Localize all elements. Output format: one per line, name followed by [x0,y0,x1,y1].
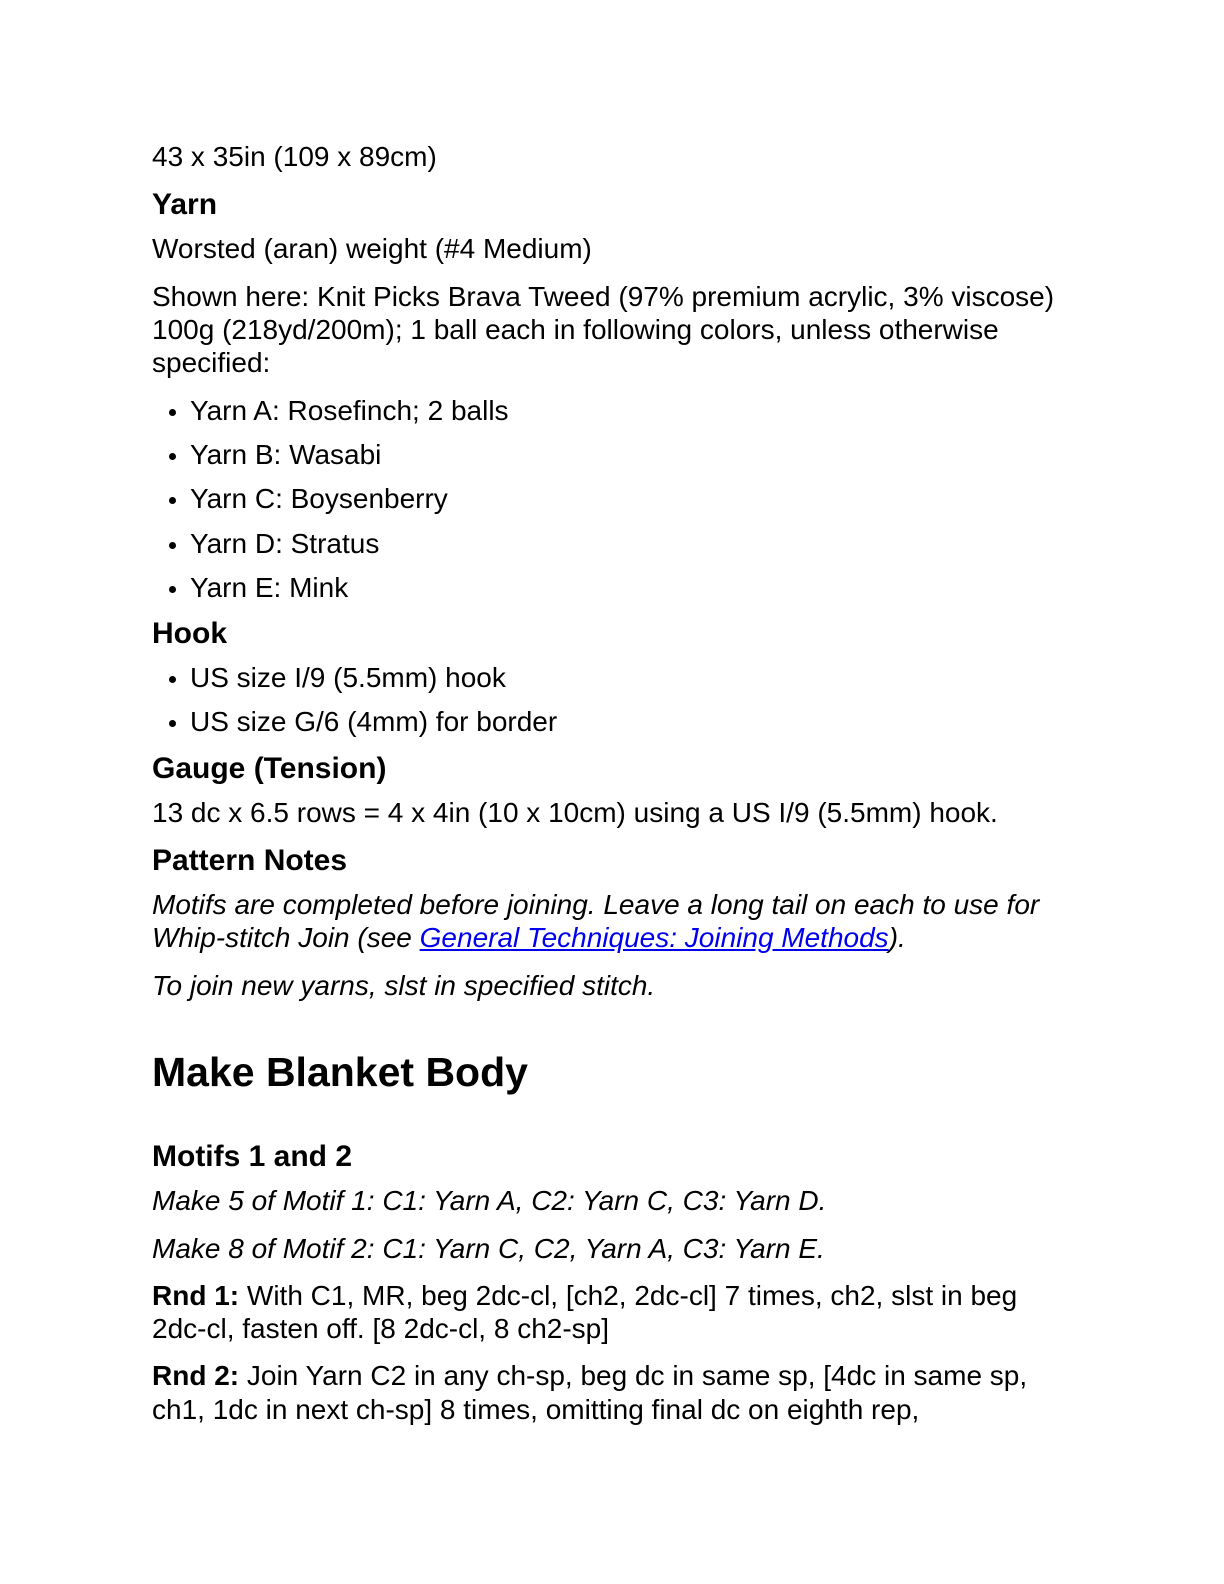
make-motif1-instruction: Make 5 of Motif 1: C1: Yarn A, C2: Yarn C, C3: Yarn D. [152,1185,827,1217]
pattern-note-1 [152,888,1072,955]
pattern-note-1-text-before: Motifs are completed before joining. Leave a long tail on each to use for Whip-stitch Join (see [152,889,1040,954]
hook-item-main: • US size I/9 (5.5mm) hook [190,661,1072,694]
round-2-text: Join Yarn C2 in any ch-sp, beg dc in same sp, [4dc in same sp, ch1, 1dc in next ch-sp] 8 times, omitting final dc on eighth rep, [152,1360,1028,1425]
hook-item-border: • US size G/6 (4mm) for border [190,705,1072,738]
hook-heading: Hook [152,617,227,651]
pattern-notes-heading: Pattern Notes [152,844,348,878]
round-1-label: Rnd 1: [152,1279,240,1311]
make-motif2-instruction: Make 8 of Motif 2: C1: Yarn C, C2, Yarn A, C3: Yarn E. [152,1232,825,1264]
hook-list [152,661,1072,739]
yarn-color-list [152,394,1072,605]
motifs-heading: Motifs 1 and 2 [152,1140,353,1174]
round-2-instruction [152,1359,1072,1426]
round-1-text: With C1, MR, beg 2dc-cl, [ch2, 2dc-cl] 7 times, ch2, slst in beg 2dc-cl, fasten off. [8 2dc-cl, 8 ch2-sp] [152,1279,1018,1345]
round-1-instruction [152,1279,1072,1346]
yarn-color-item-a: • Yarn A: Rosefinch; 2 balls [190,394,1072,427]
yarn-color-item-e: • Yarn E: Mink [190,571,1072,604]
finished-size-text: 43 x 35in (109 x 89cm) [152,141,437,172]
yarn-heading: Yarn [152,188,218,222]
pattern-note-1-text-after: ). [888,922,906,954]
yarn-color-item-c: • Yarn C: Boysenberry [190,482,1072,515]
yarn-weight-text: Worsted (aran) weight (#4 Medium) [152,233,592,265]
pattern-note-2: To join new yarns, slst in specified stitch. [152,969,656,1001]
yarn-shown-here-text: Shown here: Knit Picks Brava Tweed (97% premium acrylic, 3% viscose) 100g (218yd/200m); 1 ball each in following colors, unless otherwise specified: [152,280,1055,379]
round-2-label: Rnd 2: [152,1360,240,1392]
gauge-heading: Gauge (Tension) [152,751,387,785]
make-blanket-body-heading: Make Blanket Body [152,1049,528,1095]
gauge-text: 13 dc x 6.5 rows = 4 x 4in (10 x 10cm) using a US I/9 (5.5mm) hook. [152,796,998,828]
yarn-color-item-d: • Yarn D: Stratus [190,527,1072,560]
joining-methods-link[interactable]: General Techniques: Joining Methods [419,922,889,954]
yarn-color-item-b: • Yarn B: Wasabi [190,438,1072,471]
